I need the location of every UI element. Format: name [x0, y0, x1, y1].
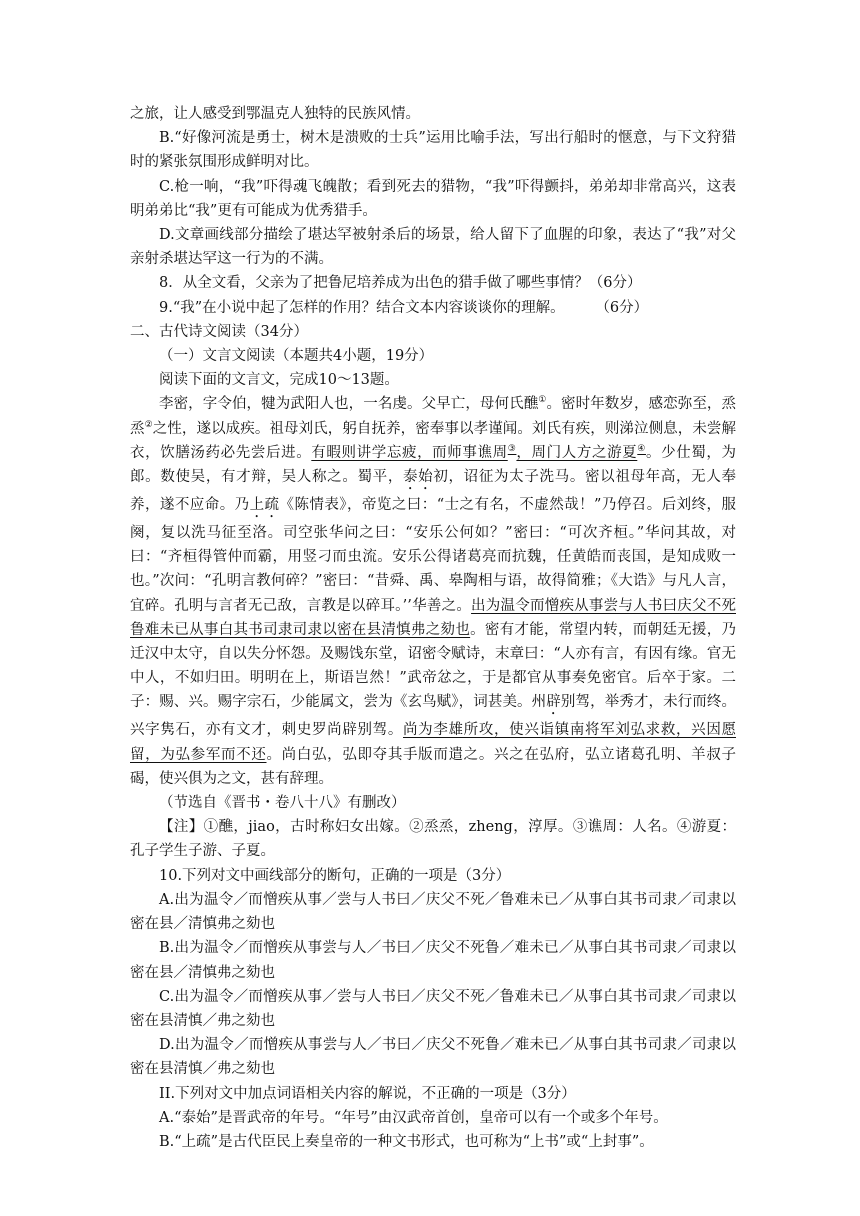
q11-option-b: B.“上疏”是古代臣民上奏皇帝的一种文书形式，也可称为“上书”或“上封事”。	[159, 1133, 654, 1150]
subsection-1-heading: （一）文言文阅读（本题共4小题，19分）	[159, 348, 434, 365]
dotted-term: 辟	[546, 694, 561, 711]
note-marker: ②	[144, 419, 153, 430]
note-text: ①醮，jiao，古时称妇女出嫁。②烝烝，zheng，淳厚。③谯周：人名。④游夏：孔子学生子游、子夏。	[130, 819, 737, 860]
q10-option-b: B.出为温令／而憎疾从事尝与人／书曰／庆父不死鲁／难未已／从事白其书司隶／司隶以密在县／清慎弗之劾也	[130, 940, 736, 981]
dotted-term: 泰始	[403, 469, 434, 486]
document-page	[130, 102, 736, 1154]
q10-option-a: A.出为温令／而憎疾从事／尝与人书曰／庆父不死／鲁难未已／从事白其书司隶／司隶以密在县／清慎弗之劾也	[130, 891, 736, 933]
passage-text: 别驾，举秀才，未行而终。兴字隽石，亦有文才，刺史罗尚辟别驾。	[130, 694, 737, 739]
underlined-sentence: 有暇则讲学忘疲，而师事谯周	[311, 444, 508, 461]
q7-option-b: B.“好像河流是勇士，树木是溃败的士兵”运用比喻手法，写出行船时的惬意，与下文狩猎时的紧张氛围形成鲜明对比。	[130, 130, 736, 171]
passage-text: 。密时年数岁，感恋弥至，烝烝	[130, 396, 736, 437]
underlined-sentence: 出为温令而憎疾从事尝与人书曰庆父不死鲁难未已从事白其书司隶司隶以密在县清慎弗之劾也	[130, 597, 736, 638]
question-9-text: 9.“我”在小说中起了怎样的作用？结合文本内容谈谈你的理解。	[159, 299, 565, 316]
note-marker: ④	[637, 444, 646, 455]
passage-text: 。尚白弘，弘即夺其手版而遣之。兴之在弘府，弘立诸葛孔明、羊叔子碣，使兴俱为之文，甚有辞理。	[130, 746, 736, 787]
annotation-note	[130, 815, 736, 863]
question-10-stem: 10.下列对文中画线部分的断句，正确的一项是（3分）	[159, 867, 511, 884]
q11-option-a: A.“泰始”是晋武帝的年号。“年号”由汉武帝首创，皇帝可以有一个或多个年号。	[159, 1109, 668, 1126]
underlined-sentence: ，周门人方之游夏	[516, 444, 638, 461]
question-9-score: （6分）	[602, 299, 649, 316]
passage-text: 《陈情表》，帝览之曰：“士之有名，不虚然哉！”乃停召。后刘终，服阕，复以洗马征至洛。司空张华问之曰：“安乐公何如？”密曰：“可次齐桓。”华问其故，对曰：“齐桓得管仲而霸，用竖刁而虫流。安乐公得诸葛亮而抗魏，任黄皓而丧国，是知成败一也。”次问：“孔明言教何碎？”密曰：“昔舜、禹、皋陶相与语，故得简雅；《大诰》与凡人言，宜碎。孔明与言者无己敌，言教是以碎耳。’’华善之。	[130, 497, 737, 614]
option-a-continuation: 之旅，让人感受到鄂温克人独特的民族风情。	[130, 106, 420, 122]
dotted-term: 上疏	[249, 497, 280, 514]
q7-option-c: C.枪一响，“我”吓得魂飞魄散；看到死去的猎物，“我”吓得颤抖，弟弟却非常高兴，这表明弟弟比“我”更有可能成为优秀猎手。	[130, 178, 736, 219]
note-label: 【注】	[159, 819, 204, 836]
note-marker: ①	[538, 395, 547, 406]
passage-text: 初，诏征为太子洗马。密以祖母年高，无人奉养，遂不应命。乃	[130, 469, 737, 514]
question-11-stem: II.下列对文中加点词语相关内容的解说，不正确的一项是（3分）	[159, 1085, 576, 1102]
passage-text: 。少仕蜀，为郎。数使吴，有才辩，吴人称之。蜀平，	[130, 444, 737, 486]
passage-text: 李密，字令伯，犍为武阳人也，一名虔。父早亡，母何氏醮	[159, 396, 539, 413]
underlined-sentence: 尚为李雄所攻，使兴诣镇南将军刘弘求救，兴因愿留，为弘参军而不还	[130, 722, 736, 763]
q10-option-d: D.出为温令／而憎疾从事尝与人／书曰／庆父不死鲁／难未已／从事白其书司隶／司隶以密在县清慎／弗之劾也	[130, 1037, 736, 1078]
q7-option-d: D.文章画线部分描绘了堪达罕被射杀后的场景，给人留下了血腥的印象，表达了“我”对父亲射杀堪达罕这一行为的不满。	[130, 227, 736, 268]
question-9	[130, 296, 736, 320]
note-marker: ③	[507, 444, 517, 455]
section-2-heading: 二、古代诗文阅读（34分）	[130, 323, 308, 340]
classical-passage	[130, 392, 736, 791]
question-8: 8．从全文看，父亲为了把鲁尼培养成为出色的猎手做了哪些事情？（6分）	[159, 275, 642, 292]
q10-option-c: C.出为温令／而憎疾从事／尝与人书曰／庆父不死／鲁难未已／从事白其书司隶／司隶以密在县清慎／弗之劾也	[130, 988, 736, 1029]
passage-text: 之性，遂以成疾。祖母刘氏，躬自抚养，密奉事以孝谨闻。刘氏有疾，则涕泣侧息，未尝解衣，饮膳汤药必先尝后进。	[130, 420, 737, 461]
passage-text: 。密有才能，常望内转，而朝廷无援，乃迁汉中太守，自以失分怀怨。及赐饯东堂，诏密令赋诗，末章曰：“人亦有言，有因有缘。官无中人，不如归田。明明在上，斯语岂然！”武帝忿之，于是都官从事奏免密官。后卒于家。二子：赐、兴。赐字宗石，少能属文，尝为《玄鸟赋》，词甚美。州	[130, 621, 737, 711]
passage-source: （节选自《晋书・卷八十八》有删改）	[159, 795, 406, 812]
reading-instruction: 阅读下面的文言文，完成10～13题。	[159, 372, 399, 389]
